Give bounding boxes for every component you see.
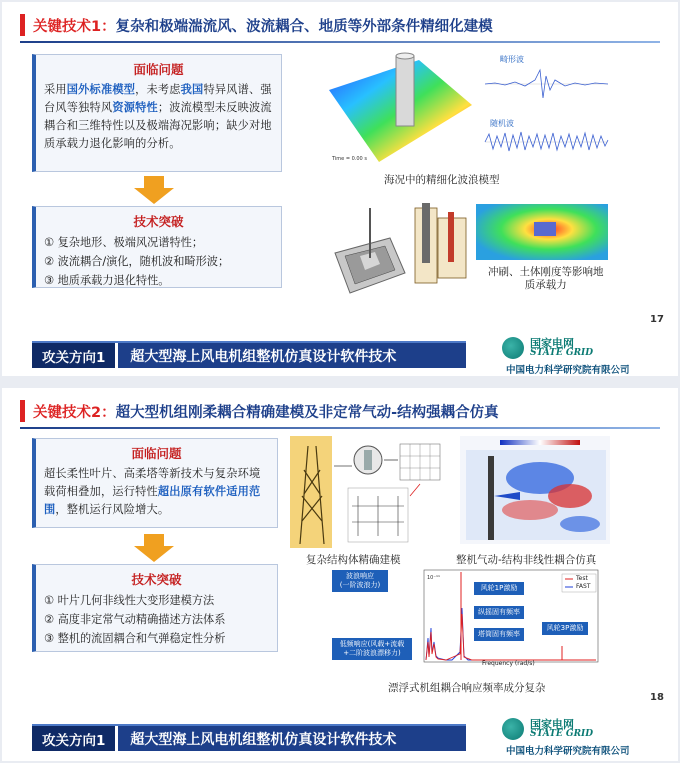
logo-cn: 国家电网 [530,337,574,350]
logo-institute: 中国电力科学研究院有限公司 [506,365,630,376]
freq-annotation: 风轮1P激励 [474,582,524,595]
slide-18 [2,388,678,761]
state-grid-logo [502,335,672,375]
slide-title [20,398,499,424]
freq-annotation: 风轮3P激励 [542,622,588,635]
state-grid-logo-icon [502,718,524,740]
page-number: 18 [650,692,664,703]
logo-en: STATE GRID [530,729,594,739]
figure-caption: 冲刷、土体刚度等影响地 质承载力 [488,266,604,291]
state-grid-logo [502,716,672,756]
figure-caption: 复杂结构体精确建模 [306,554,401,566]
legend-fast: FAST [576,583,591,590]
down-arrow-icon [134,176,174,204]
wave-label-rogue: 畸形波 [500,55,524,64]
frequency-spectrum-figure [332,568,600,668]
problem-box [32,54,282,172]
wave-timeseries-figure [480,50,610,168]
jacket-structure-figure [290,436,450,548]
figure-caption: 海况中的精细化波浪模型 [384,174,500,186]
cfd-vorticity-figure [460,436,610,544]
footer-direction-label: 攻关方向1 [32,726,118,751]
logo-cn: 国家电网 [530,718,574,731]
list-item: ③ 整机的流固耦合和气弹稳定性分析 [44,632,226,645]
page-number: 17 [650,314,664,325]
problem-heading: 面临问题 [133,62,184,77]
svg-text:10⁻¹¹: 10⁻¹¹ [427,575,441,581]
freq-annotation: 波浪响应 (一阶波浪力) [332,570,388,592]
title-key: 关键技术1： [33,18,116,35]
footer-banner [32,724,466,751]
title-accent-bar [20,400,25,422]
figure-caption: 漂浮式机组耦合响应频率成分复杂 [388,682,546,694]
footer-topic: 超大型海上风电机组整机仿真设计软件技术 [130,731,397,748]
freq-annotation: 塔筒固有频率 [474,628,524,641]
list-item: ① 叶片几何非线性大变形建模方法 [44,594,215,607]
breakthrough-heading: 技术突破 [131,572,182,587]
foundation-model-figure [330,198,470,298]
x-axis-label: Frequency (rad/s) [482,660,535,667]
problem-text: 超长柔性叶片、高柔塔等新技术与复杂环境载荷相叠加，运行特性超出原有软件适用范围，整机运行风险增大。 [44,467,261,516]
footer-topic: 超大型海上风电机组整机仿真设计软件技术 [130,348,397,365]
problem-heading: 面临问题 [131,446,182,461]
list-item: ② 波流耦合/演化，随机波和畸形波； [44,255,230,268]
logo-en: STATE GRID [530,348,594,358]
slide-title [20,12,493,38]
title-divider [20,41,660,43]
title-text: 超大型机组刚柔耦合精确建模及非定常气动-结构强耦合仿真 [115,404,499,421]
footer-banner [32,341,466,368]
title-key: 关键技术2： [33,404,116,421]
figure-caption: 整机气动-结构非线性耦合仿真 [456,554,597,566]
svg-text:Time = 0.00 s: Time = 0.00 s [332,156,367,162]
title-divider [20,427,660,429]
slide-17 [2,2,678,376]
problem-box [32,438,278,528]
logo-institute: 中国电力科学研究院有限公司 [506,746,630,757]
freq-annotation: 纵摇固有频率 [474,606,524,619]
down-arrow-icon [134,534,174,562]
title-accent-bar [20,14,25,36]
problem-text: 采用国外标准模型，未考虑我国特异风谱、强台风等独特风资源特性；波流模型未反映波流耦合和三维特性以及极端海况影响；缺少对地质承载力退化影响的分析。 [44,83,272,150]
title-text: 复杂和极端湍流风、波流耦合、地质等外部条件精细化建模 [115,18,493,35]
wave-surface-figure [324,50,474,168]
state-grid-logo-icon [502,337,524,359]
legend-test: Test [576,575,588,582]
scour-contour-figure [476,204,608,260]
breakthrough-box [32,564,278,652]
footer-direction-label: 攻关方向1 [32,343,118,368]
list-item: ① 复杂地形、极端风况谱特性； [44,236,204,249]
list-item: ② 高度非定常气动精确描述方法体系 [44,613,226,626]
freq-annotation: 低频响应(风载+流载 +二阶波浪漂移力) [332,638,412,660]
wave-label-random: 随机波 [490,119,514,128]
breakthrough-heading: 技术突破 [133,214,184,229]
list-item: ③ 地质承载力退化特性。 [44,274,170,287]
breakthrough-box [32,206,282,288]
